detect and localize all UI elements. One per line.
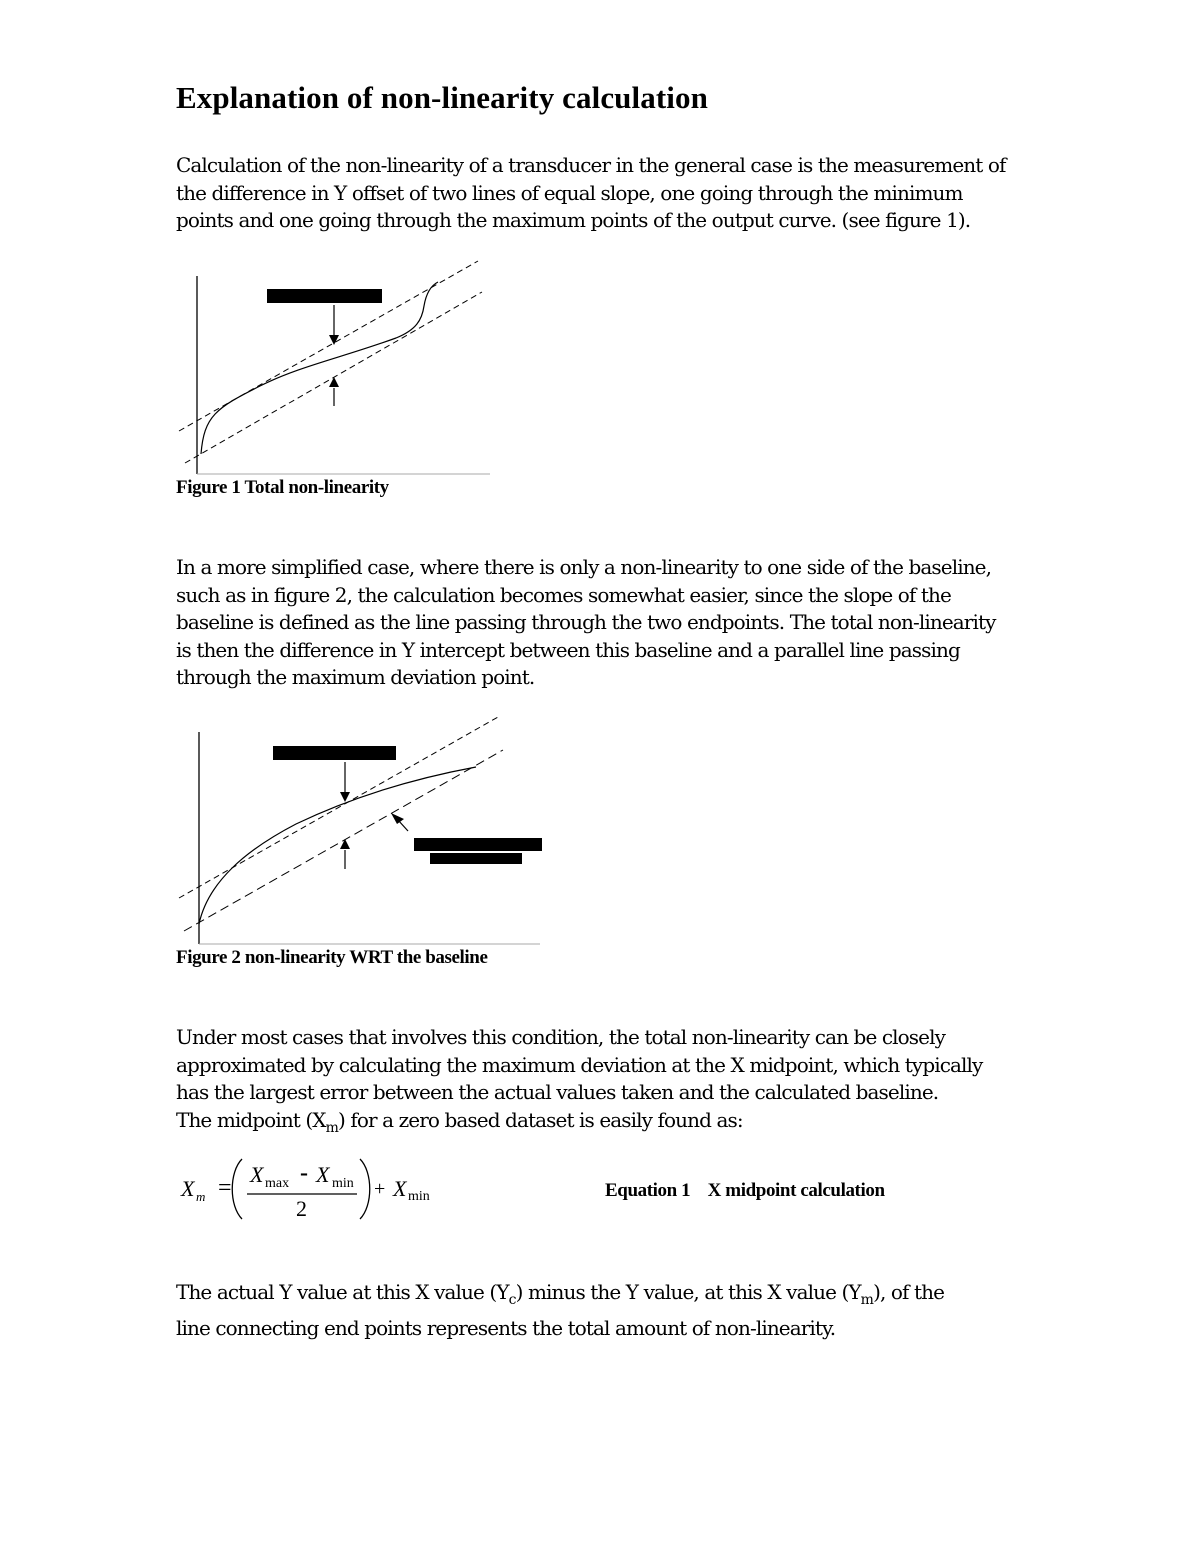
- arrow-up-head-icon: [329, 377, 339, 387]
- arrow-down-head-icon: [340, 792, 350, 802]
- figure-1-graph: [176, 258, 496, 480]
- eq-num-sub1: max: [265, 1176, 290, 1191]
- eq-lhs-var: X: [181, 1176, 195, 1201]
- figure-2-caption: Figure 2 non-linearity WRT the baseline: [176, 947, 488, 968]
- text-line: Under most cases that involves this condition, the total non-linearity can be closely: [176, 1025, 945, 1049]
- text-line: [176, 1107, 1036, 1143]
- left-paren-icon: [232, 1159, 242, 1219]
- right-paren-icon: [360, 1159, 370, 1219]
- eq-num-var1: X: [250, 1162, 264, 1187]
- text-line: approximated by calculating the maximum deviation at the X midpoint, which typically: [176, 1052, 983, 1077]
- text-line: such as in figure 2, the calculation becomes somewhat easier, since the slope of the: [176, 582, 951, 607]
- page-title: Explanation of non-linearity calculation: [176, 80, 708, 115]
- subscript: c: [508, 1292, 516, 1308]
- text-line: is then the difference in Y intercept between this baseline and a parallel line passing: [176, 637, 960, 662]
- text-line: the difference in Y offset of two lines of equal slope, one going through the minimum: [176, 180, 963, 205]
- text-line: Calculation of the non-linearity of a transducer in the general case is the measurement of: [176, 153, 1006, 177]
- baseline-arrow-head-icon: [391, 813, 404, 824]
- upper-parallel-line: [179, 261, 478, 431]
- intro-paragraph: [176, 152, 1036, 235]
- simplified-case-paragraph: [176, 554, 1036, 692]
- text-line: baseline is defined as the line passing through the two endpoints. The total non-linearity: [176, 610, 996, 634]
- max-deviation-parallel-line: [179, 717, 498, 898]
- figure-1-caption: Figure 1 Total non-linearity: [176, 477, 389, 498]
- text-line: through the maximum deviation point.: [176, 665, 535, 689]
- subscript: m: [860, 1292, 874, 1308]
- subscript: m: [325, 1119, 339, 1136]
- text-line: line connecting end points represents the total amount of non-linearity.: [176, 1315, 836, 1340]
- text-line: [176, 1279, 1036, 1315]
- arrow-down-head-icon: [329, 335, 339, 345]
- eq-num-sub2: min: [332, 1176, 354, 1191]
- text-line: In a more simplified case, where there is only a non-linearity to one side of the baseline,: [176, 555, 992, 579]
- text-run: ), of the: [873, 1280, 945, 1304]
- eq-num-var2: X: [316, 1162, 330, 1187]
- arrow-up-head-icon: [340, 839, 350, 849]
- output-curve: [201, 282, 438, 454]
- eq-equals: =: [218, 1175, 232, 1201]
- redacted-label: [273, 746, 396, 760]
- text-run: ) minus the Y value, at this X value (Y: [515, 1280, 861, 1304]
- eq-lhs-sub: m: [196, 1189, 206, 1204]
- eq-tail-sub: min: [408, 1189, 430, 1204]
- result-paragraph: [176, 1279, 1036, 1342]
- text-run: The actual Y value at this X value (Y: [176, 1280, 509, 1304]
- text-line: has the largest error between the actual values taken and the calculated baseline.: [176, 1080, 939, 1104]
- redacted-label: [430, 853, 522, 864]
- text-line: points and one going through the maximum points of the output curve. (see figure 1).: [176, 208, 971, 232]
- eq-minus: -: [300, 1160, 308, 1186]
- redacted-label: [267, 289, 382, 303]
- midpoint-paragraph: [176, 1024, 1036, 1142]
- eq-plus: +: [374, 1178, 386, 1200]
- text-run: ) for a zero based dataset is easily found as:: [338, 1107, 743, 1132]
- eq-tail-var: X: [393, 1176, 407, 1201]
- text-run: The midpoint (X: [176, 1107, 326, 1132]
- equation-1-label: Equation 1 X midpoint calculation: [605, 1180, 885, 1201]
- figure-2-graph: [176, 712, 546, 948]
- redacted-label: [414, 838, 542, 851]
- eq-denominator: 2: [296, 1196, 307, 1221]
